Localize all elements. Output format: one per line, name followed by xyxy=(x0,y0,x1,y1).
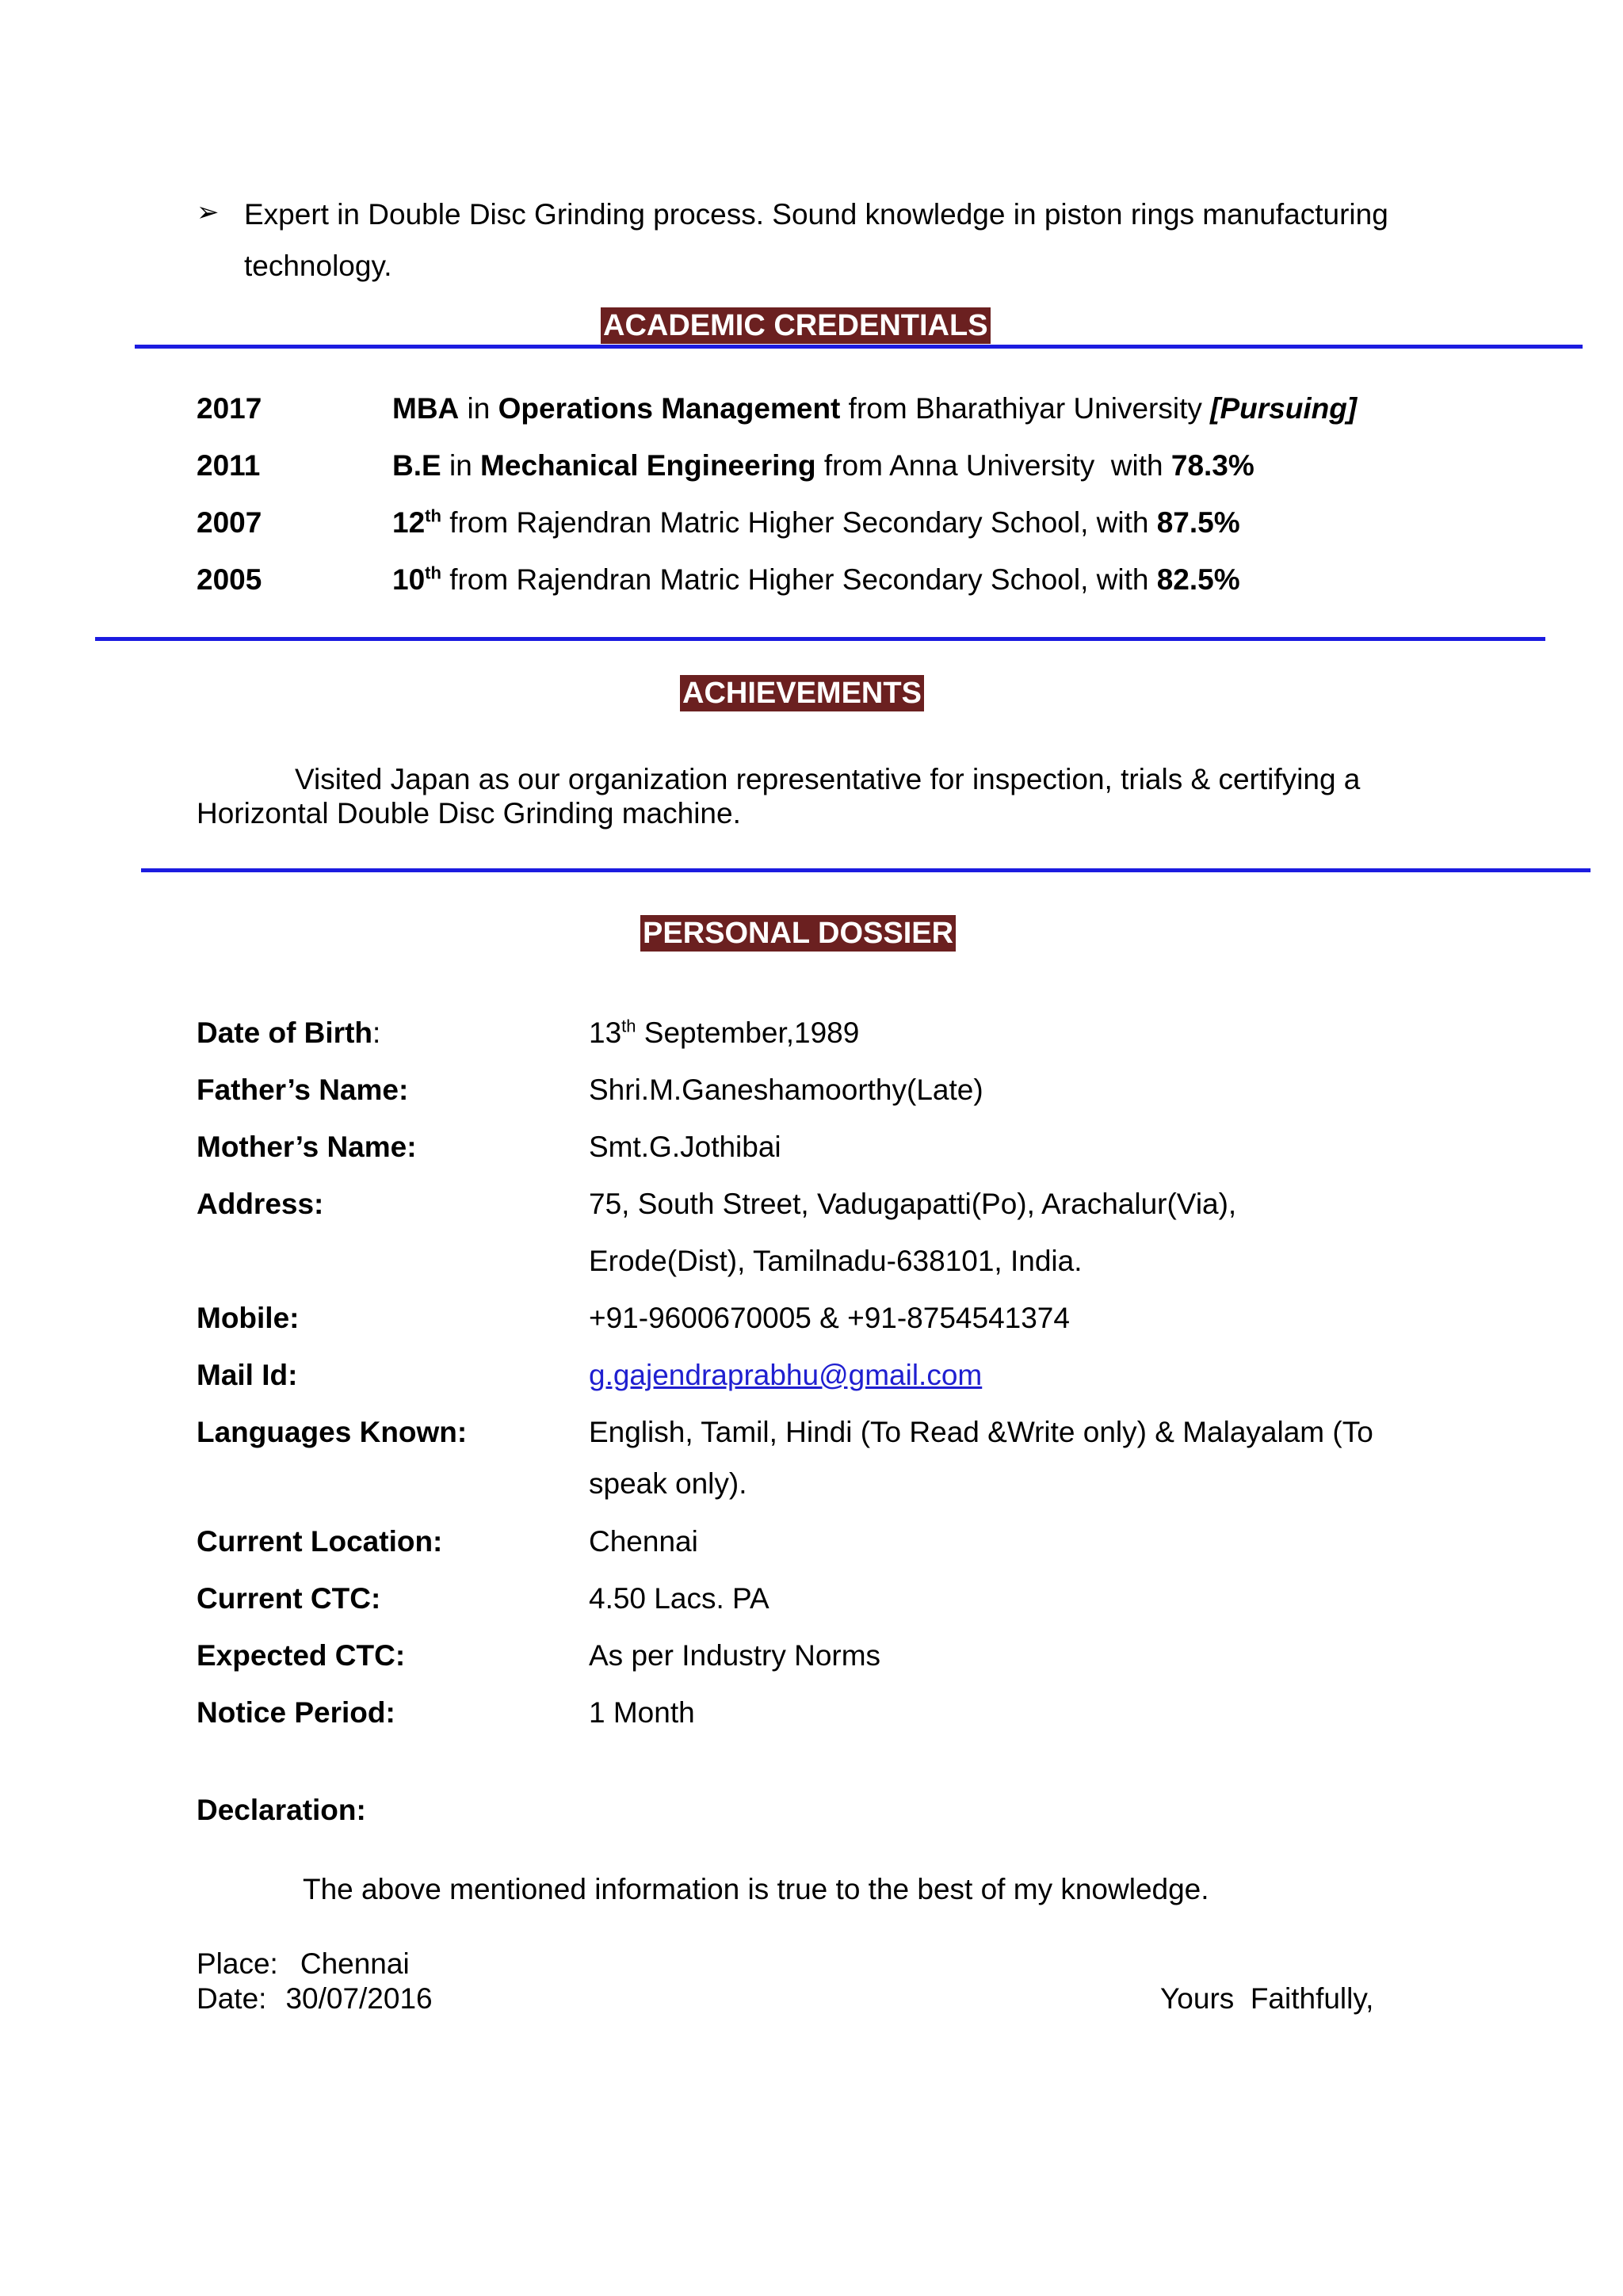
address-line-2: Erode(Dist), Tamilnadu-638101, India. xyxy=(589,1245,1083,1277)
expected-ctc-label: Expected CTC: xyxy=(197,1639,406,1672)
percentage: 87.5% xyxy=(1156,506,1240,539)
place-label: Place: xyxy=(197,1947,278,1980)
date-value: 30/07/2016 xyxy=(285,1982,433,2015)
declaration-text: The above mentioned information is true to the best of my knowledge. xyxy=(303,1873,1209,1905)
dob-value: 13th September,1989 xyxy=(589,1016,860,1049)
achievement-line-1: Visited Japan as our organization representative for inspection, trials & certifying a xyxy=(295,763,1361,795)
address-label: Address: xyxy=(197,1188,324,1220)
degree: MBA xyxy=(392,392,460,425)
academic-detail xyxy=(392,449,1254,482)
percentage: 78.3% xyxy=(1170,449,1254,482)
father-label: Father’s Name: xyxy=(197,1074,409,1106)
expected-ctc-value: As per Industry Norms xyxy=(589,1639,881,1672)
section-divider xyxy=(141,868,1591,872)
academic-detail xyxy=(392,392,1357,425)
institution: from Rajendran Matric Higher Secondary School, with xyxy=(441,563,1157,596)
percentage: 82.5% xyxy=(1156,563,1240,596)
institution: from Anna University with xyxy=(815,449,1171,482)
achievement-line-2: Horizontal Double Disc Grinding machine. xyxy=(197,797,741,830)
bullet-arrow-icon: ➢ xyxy=(197,196,220,228)
mother-label: Mother’s Name: xyxy=(197,1131,417,1163)
connector: in xyxy=(459,392,498,425)
location-value: Chennai xyxy=(589,1525,698,1558)
father-value: Shri.M.Ganeshamoorthy(Late) xyxy=(589,1074,983,1106)
intro-line-1: Expert in Double Disc Grinding process. Sound knowledge in piston rings manufacturing xyxy=(244,198,1388,231)
achievements-heading: ACHIEVEMENTS xyxy=(680,675,924,711)
field: Mechanical Engineering xyxy=(480,449,816,482)
languages-line-2: speak only). xyxy=(589,1467,747,1500)
mother-value: Smt.G.Jothibai xyxy=(589,1131,781,1163)
connector: in xyxy=(441,449,481,482)
notice-value: 1 Month xyxy=(589,1696,695,1729)
institution: from Rajendran Matric Higher Secondary School, with xyxy=(441,506,1157,539)
ctc-label: Current CTC: xyxy=(197,1582,381,1615)
status: [Pursuing] xyxy=(1210,392,1358,425)
academic-year: 2017 xyxy=(197,392,262,425)
section-divider xyxy=(95,637,1545,641)
place-value: Chennai xyxy=(300,1947,410,1980)
academic-heading: ACADEMIC CREDENTIALS xyxy=(601,307,991,344)
mobile-label: Mobile: xyxy=(197,1302,300,1334)
academic-detail xyxy=(392,506,1240,540)
languages-label: Languages Known: xyxy=(197,1416,468,1448)
location-label: Current Location: xyxy=(197,1525,443,1558)
dob-label: Date of Birth: xyxy=(197,1016,381,1049)
academic-year: 2011 xyxy=(197,449,261,482)
field: Operations Management xyxy=(498,392,841,425)
date-line xyxy=(197,1982,433,2016)
mail-label: Mail Id: xyxy=(197,1359,298,1391)
personal-heading: PERSONAL DOSSIER xyxy=(640,915,956,952)
institution: from Bharathiyar University xyxy=(840,392,1211,425)
academic-year: 2005 xyxy=(197,563,262,596)
ctc-value: 4.50 Lacs. PA xyxy=(589,1582,769,1615)
academic-year: 2007 xyxy=(197,506,262,539)
degree: B.E xyxy=(392,449,441,482)
email-link[interactable]: g.gajendraprabhu@gmail.com xyxy=(589,1359,983,1391)
intro-line-2: technology. xyxy=(244,250,392,282)
degree: 12th xyxy=(392,505,441,539)
declaration-heading: Declaration: xyxy=(197,1794,366,1826)
date-label: Date: xyxy=(197,1982,267,2015)
notice-label: Notice Period: xyxy=(197,1696,395,1729)
academic-detail xyxy=(392,563,1240,597)
place-line xyxy=(197,1947,410,1981)
degree: 10th xyxy=(392,563,441,596)
address-line-1: 75, South Street, Vadugapatti(Po), Arachalur(Via), xyxy=(589,1188,1237,1220)
languages-line-1: English, Tamil, Hindi (To Read &Write only) & Malayalam (To xyxy=(589,1416,1373,1448)
mobile-value: +91-9600670005 & +91-8754541374 xyxy=(589,1302,1070,1334)
closing-text: Yours Faithfully, xyxy=(1160,1982,1374,2015)
section-divider xyxy=(135,345,1583,349)
